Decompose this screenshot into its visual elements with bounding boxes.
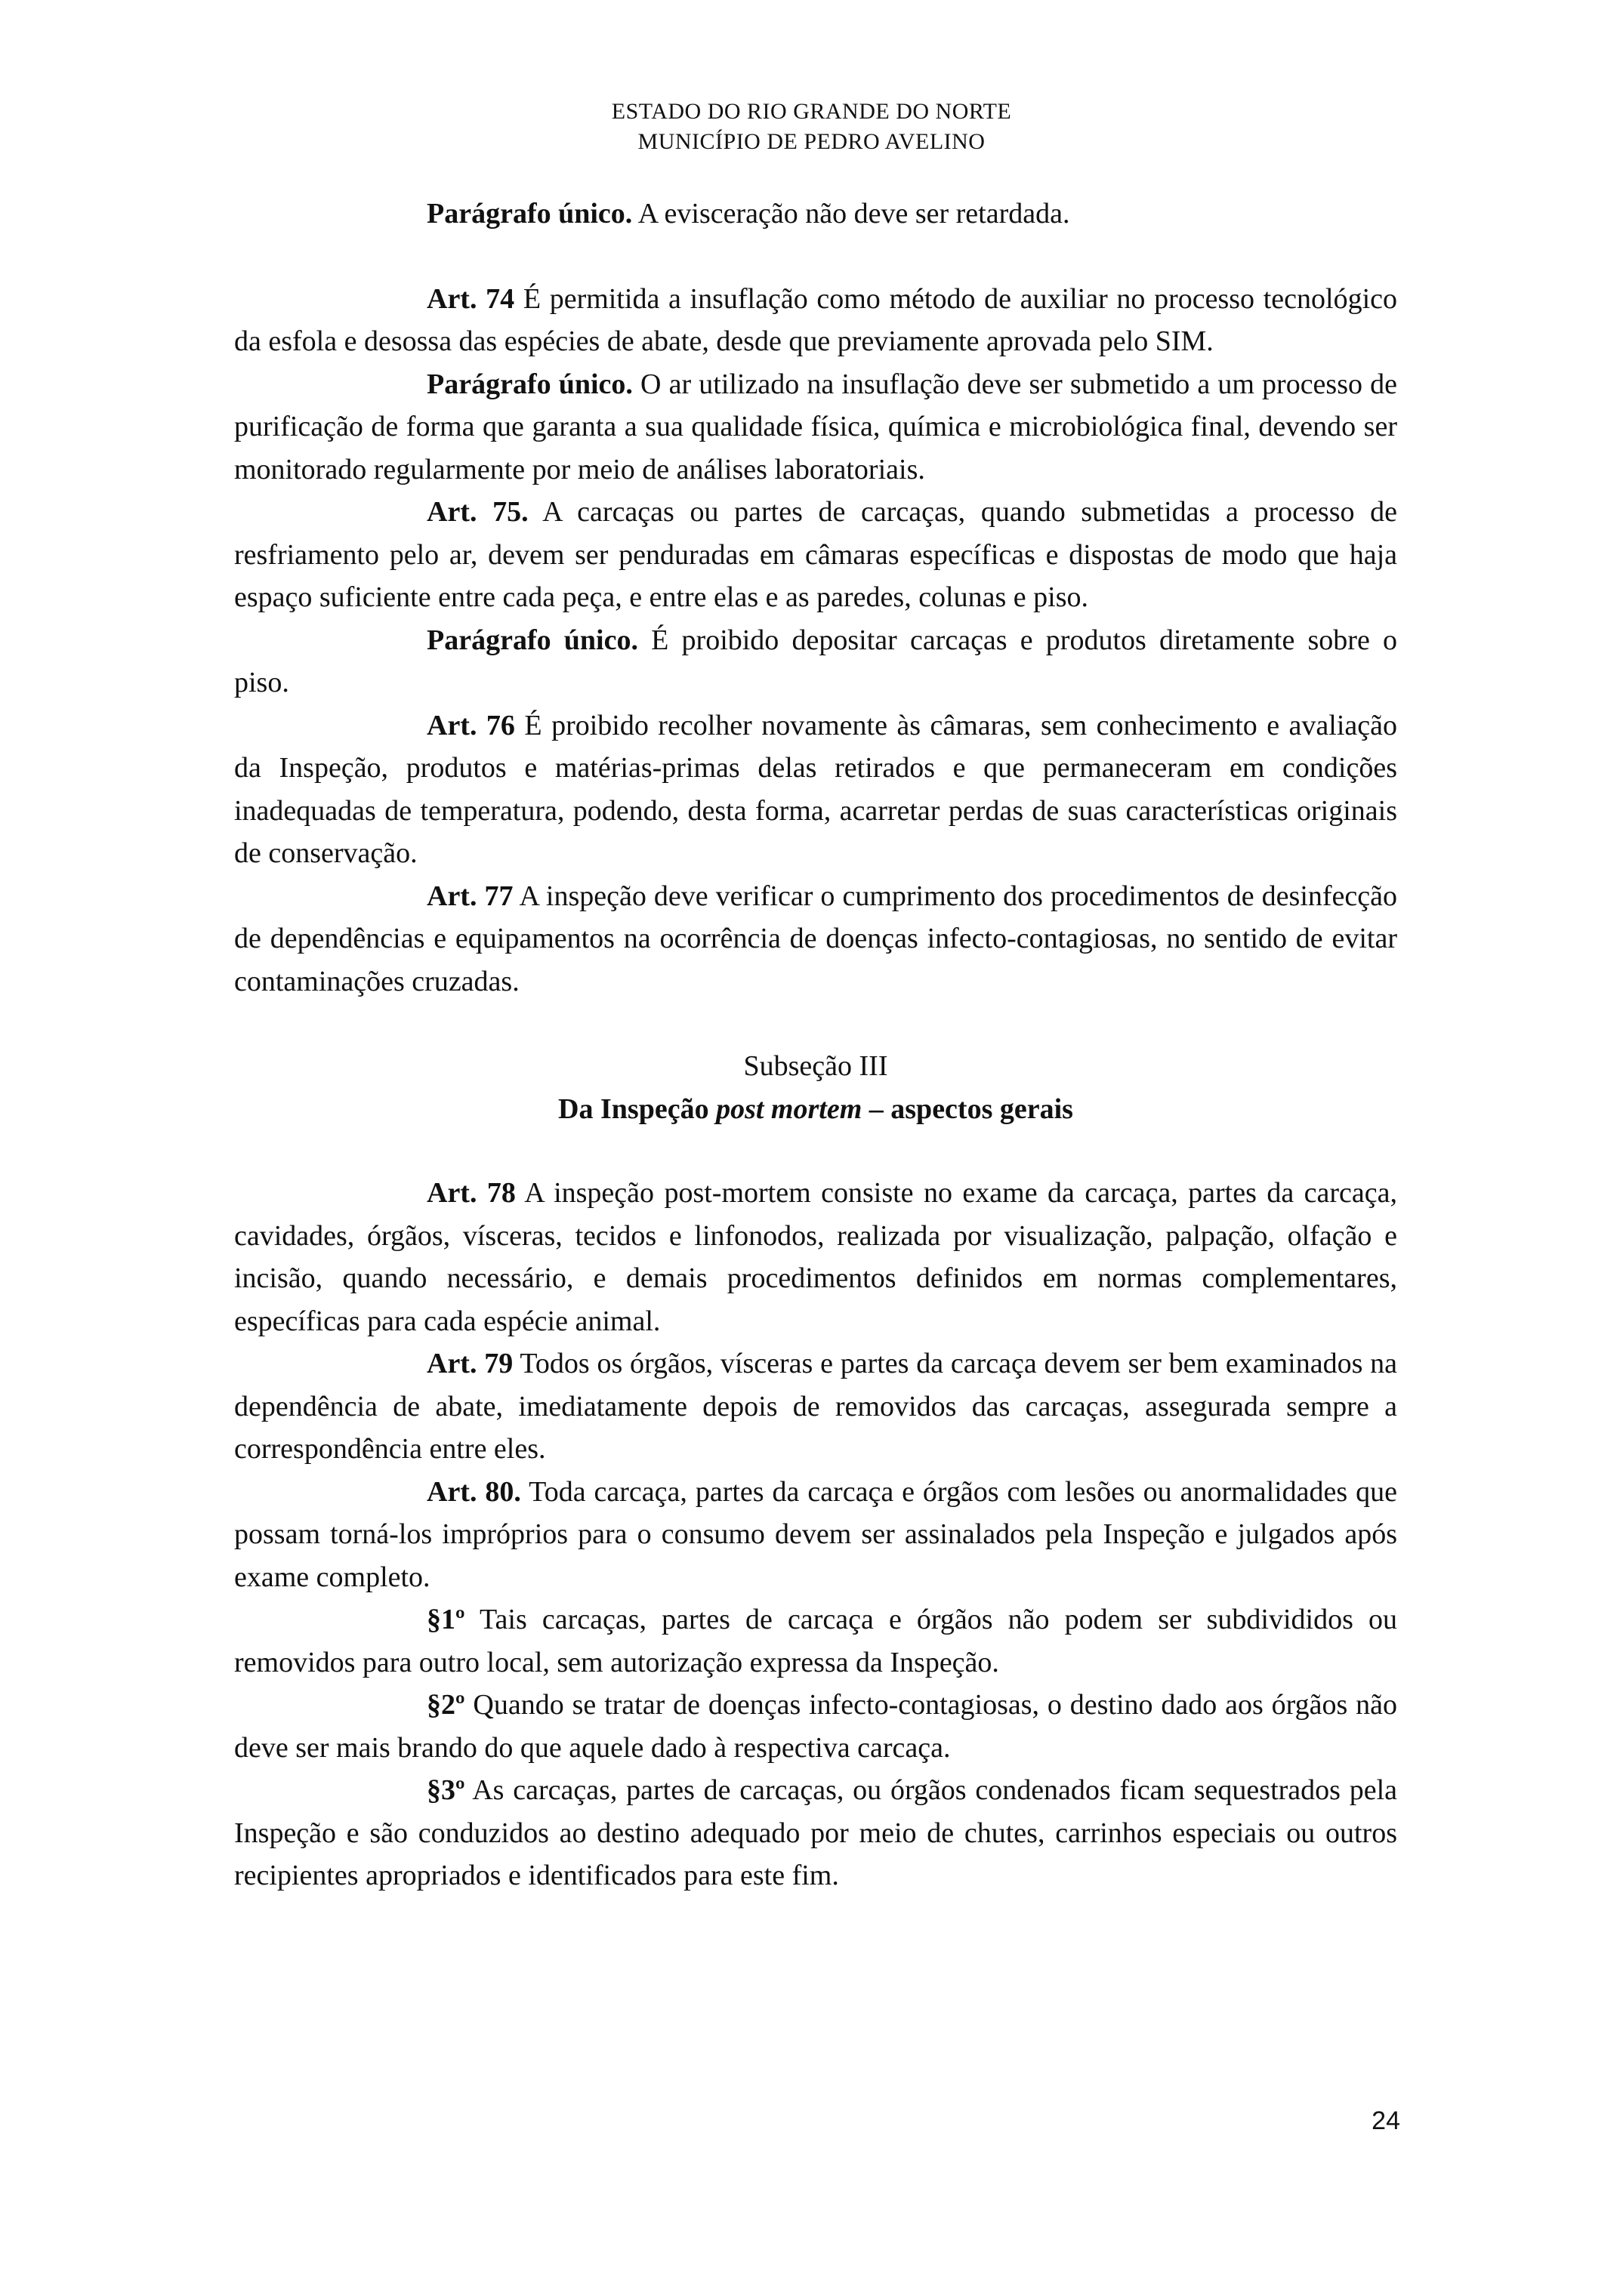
paragraph-text: O ar utilizado na insuflação deve ser submetido a um processo de purificação de forma que garanta a sua qualidade física, química e microbiológica final, devendo ser monitorado regularmente por meio de análises laboratoriais. [234,368,1397,485]
paragraph-unico-evisceracao [234,193,1397,236]
article-80 [234,1471,1397,1599]
article-label: Art. 75. [427,496,529,528]
subsection-number: Subseção III [743,1050,888,1082]
paragraph-label: Parágrafo único. [427,624,638,656]
document-body [234,193,1397,1897]
section-label: §2º [427,1689,465,1721]
article-label: Art. 74 [427,282,515,315]
article-75 [234,491,1397,619]
paragraph-unico-74 [234,363,1397,492]
article-79 [234,1342,1397,1471]
section-2 [234,1684,1397,1769]
section-label: §1º [427,1604,465,1635]
article-text: É proibido recolher novamente às câmaras, sem conhecimento e avaliação da Inspeção, produtos e matérias-primas delas retirados e que permaneceram em condições inadequadas de temperatura, podendo, desta forma, acarretar perdas de suas características originais de conservação. [234,709,1397,869]
section-3 [234,1769,1397,1897]
paragraph-text: A evisceração não deve ser retardada. [632,198,1070,230]
article-text: É permitida a insuflação como método de auxiliar no processo tecnológico da esfola e desossa das espécies de abate, desde que previamente aprovada pelo SIM. [234,282,1397,357]
paragraph-label: Parágrafo único. [427,198,633,230]
header-municipality: MUNICÍPIO DE PEDRO AVELINO [637,129,986,154]
section-1 [234,1598,1397,1684]
article-77 [234,875,1397,1003]
spacer [234,1003,1397,1045]
article-text: A carcaças ou partes de carcaças, quando submetidas a processo de resfriamento pelo ar, devem ser penduradas em câmaras específicas e dispostas de modo que haja espaço suficiente entre cada peça, e entre elas e as paredes, colunas e piso. [234,496,1397,613]
header-state: ESTADO DO RIO GRANDE DO NORTE [611,99,1012,124]
section-text: As carcaças, partes de carcaças, ou órgãos condenados ficam sequestrados pela Inspeção e são conduzidos ao destino adequado por meio de chutes, carrinhos especiais ou outros recipientes apropriados e identificados para este fim. [234,1774,1397,1891]
article-label: Art. 77 [427,880,514,912]
section-label: §3º [427,1774,465,1806]
article-74 [234,278,1397,363]
paragraph-text: É proibido depositar carcaças e produtos diretamente sobre o piso. [234,624,1397,698]
subsection-title: Da Inspeção post mortem – aspectos gerais [558,1093,1073,1125]
page-number: 24 [1372,2106,1400,2135]
article-text: Todos os órgãos, vísceras e partes da carcaça devem ser bem examinados na dependência de abate, imediatamente depois de removidos das carcaças, assegurada sempre a correspondência entre eles. [234,1348,1397,1465]
article-78 [234,1172,1397,1342]
article-label: Art. 76 [427,709,515,741]
article-label: Art. 78 [427,1177,516,1209]
article-text: A inspeção deve verificar o cumprimento dos procedimentos de desinfecção de dependências e equipamentos na ocorrência de doenças infecto-contagiosas, no sentido de evitar contaminações cruzadas. [234,880,1398,997]
spacer [234,1130,1397,1172]
paragraph-unico-75 [234,619,1397,704]
document-header [0,97,1623,157]
article-76 [234,704,1397,875]
article-label: Art. 80. [427,1475,521,1508]
article-label: Art. 79 [427,1348,514,1379]
spacer [234,236,1397,278]
paragraph-label: Parágrafo único. [427,368,633,400]
section-text: Tais carcaças, partes de carcaça e órgãos não podem ser subdivididos ou removidos para outro local, sem autorização expressa da Inspeção. [234,1604,1397,1678]
article-text: A inspeção post-mortem consiste no exame da carcaça, partes da carcaça, cavidades, órgãos, vísceras, tecidos e linfonodos, realizada por visualização, palpação, olfação e incisão, quando necessário, e demais procedimentos definidos em normas complementares, específicas para cada espécie animal. [234,1177,1397,1337]
section-text: Quando se tratar de doenças infecto-contagiosas, o destino dado aos órgãos não deve ser mais brando do que aquele dado à respectiva carcaça. [234,1689,1397,1764]
article-text: Toda carcaça, partes da carcaça e órgãos com lesões ou anormalidades que possam torná-los impróprios para o consumo devem ser assinalados pela Inspeção e julgados após exame completo. [234,1475,1398,1593]
